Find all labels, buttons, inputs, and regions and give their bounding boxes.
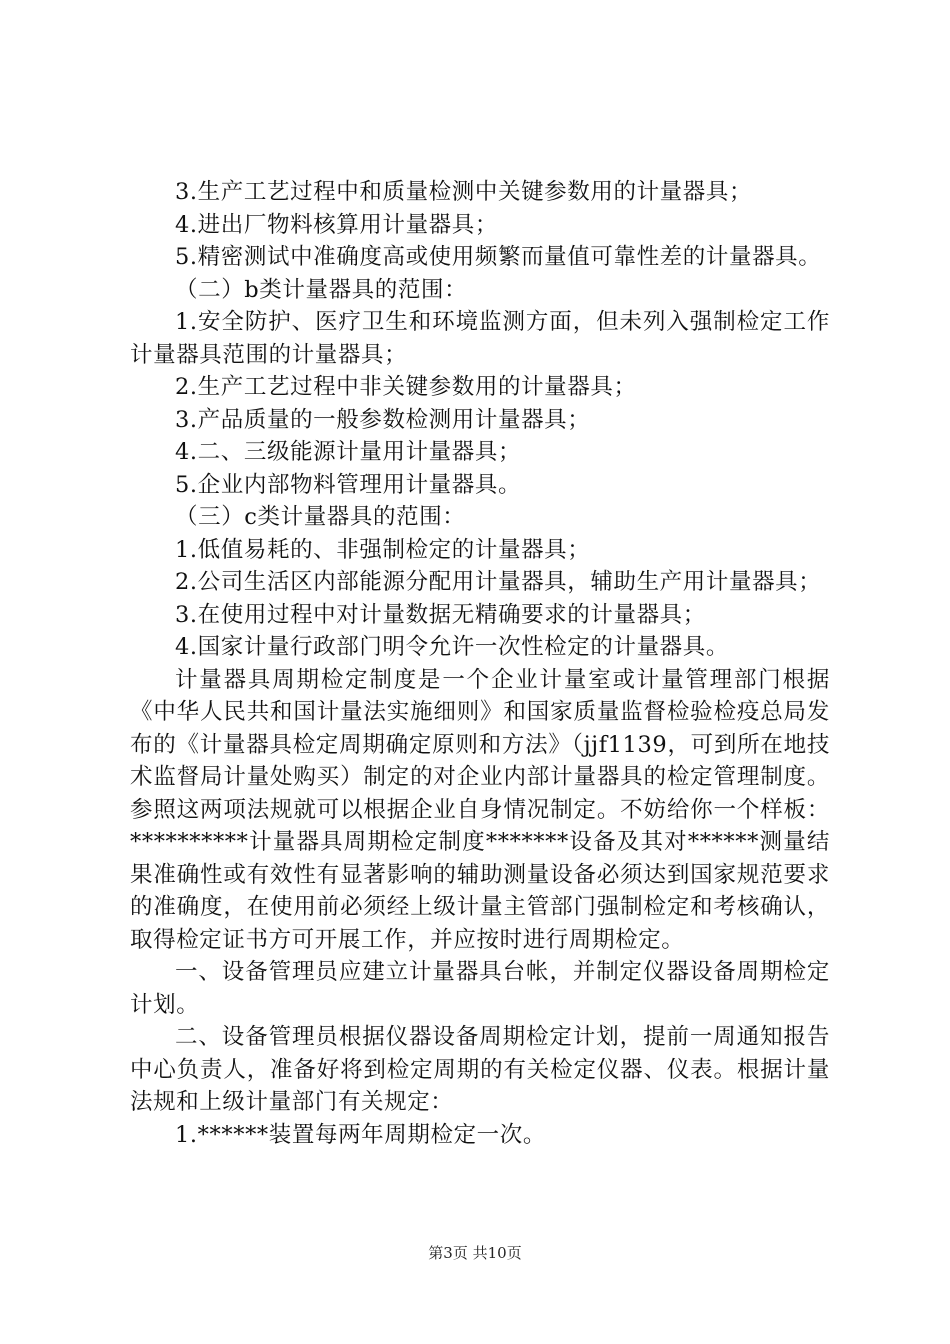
document-body bbox=[130, 176, 830, 1151]
paragraph: 1.安全防护、医疗卫生和环境监测方面，但未列入强制检定工作计量器具范围的计量器具； bbox=[130, 309, 830, 368]
paragraph: 二、设备管理员根据仪器设备周期检定计划，提前一周通知报告中心负责人，准备好将到检定周期的有关检定仪器、仪表。根据计量法规和上级计量部门有关规定： bbox=[130, 1024, 830, 1115]
paragraph: 4.国家计量行政部门明令允许一次性检定的计量器具。 bbox=[175, 634, 729, 660]
section-heading: （三）c类计量器具的范围： bbox=[175, 504, 466, 530]
paragraph: 3.生产工艺过程中和质量检测中关键参数用的计量器具； bbox=[175, 179, 753, 205]
paragraph: 1.******装置每两年周期检定一次。 bbox=[175, 1121, 546, 1148]
paragraph: 4.二、三级能源计量用计量器具； bbox=[175, 439, 522, 465]
paragraph: 5.精密测试中准确度高或使用频繁而量值可靠性差的计量器具。 bbox=[175, 244, 822, 270]
paragraph: 1.低值易耗的、非强制检定的计量器具； bbox=[175, 536, 591, 563]
paragraph: 一、设备管理员应建立计量器具台帐，并制定仪器设备周期检定计划。 bbox=[130, 959, 830, 1018]
paragraph: 3.产品质量的一般参数检测用计量器具； bbox=[175, 406, 591, 433]
paragraph: 计量器具周期检定制度是一个企业计量室或计量管理部门根据《中华人民共和国计量法实施细则》和国家质量监督检验检疫总局发布的《计量器具检定周期确定原则和方法》（jjf1139，可到所在地技术监督局计量处购买）制定的对企业内部计量器具的检定管理制度。参照这两项法规就可以根据企业自身情况制定。不妨给你一个样板：**********计量器具周期检定制度*******设备及其对******测量结果准确性或有效性有显著影响的辅助测量设备必须达到国家规范要求的准确度，在使用前必须经上级计量主管部门强制检定和考核确认，取得检定证书方可开展工作，并应按时进行周期检定。 bbox=[130, 666, 830, 953]
paragraph: 5.企业内部物料管理用计量器具。 bbox=[175, 471, 522, 498]
section-heading: （二）b类计量器具的范围： bbox=[175, 276, 468, 303]
page-number-label: 第3页 共10页 bbox=[428, 1244, 522, 1262]
page-footer bbox=[0, 1243, 950, 1263]
paragraph: 3.在使用过程中对计量数据无精确要求的计量器具； bbox=[175, 601, 706, 628]
paragraph: 2.生产工艺过程中非关键参数用的计量器具； bbox=[175, 374, 637, 400]
paragraph: 2.公司生活区内部能源分配用计量器具，辅助生产用计量器具； bbox=[175, 569, 822, 595]
paragraph: 4.进出厂物料核算用计量器具； bbox=[175, 211, 498, 238]
